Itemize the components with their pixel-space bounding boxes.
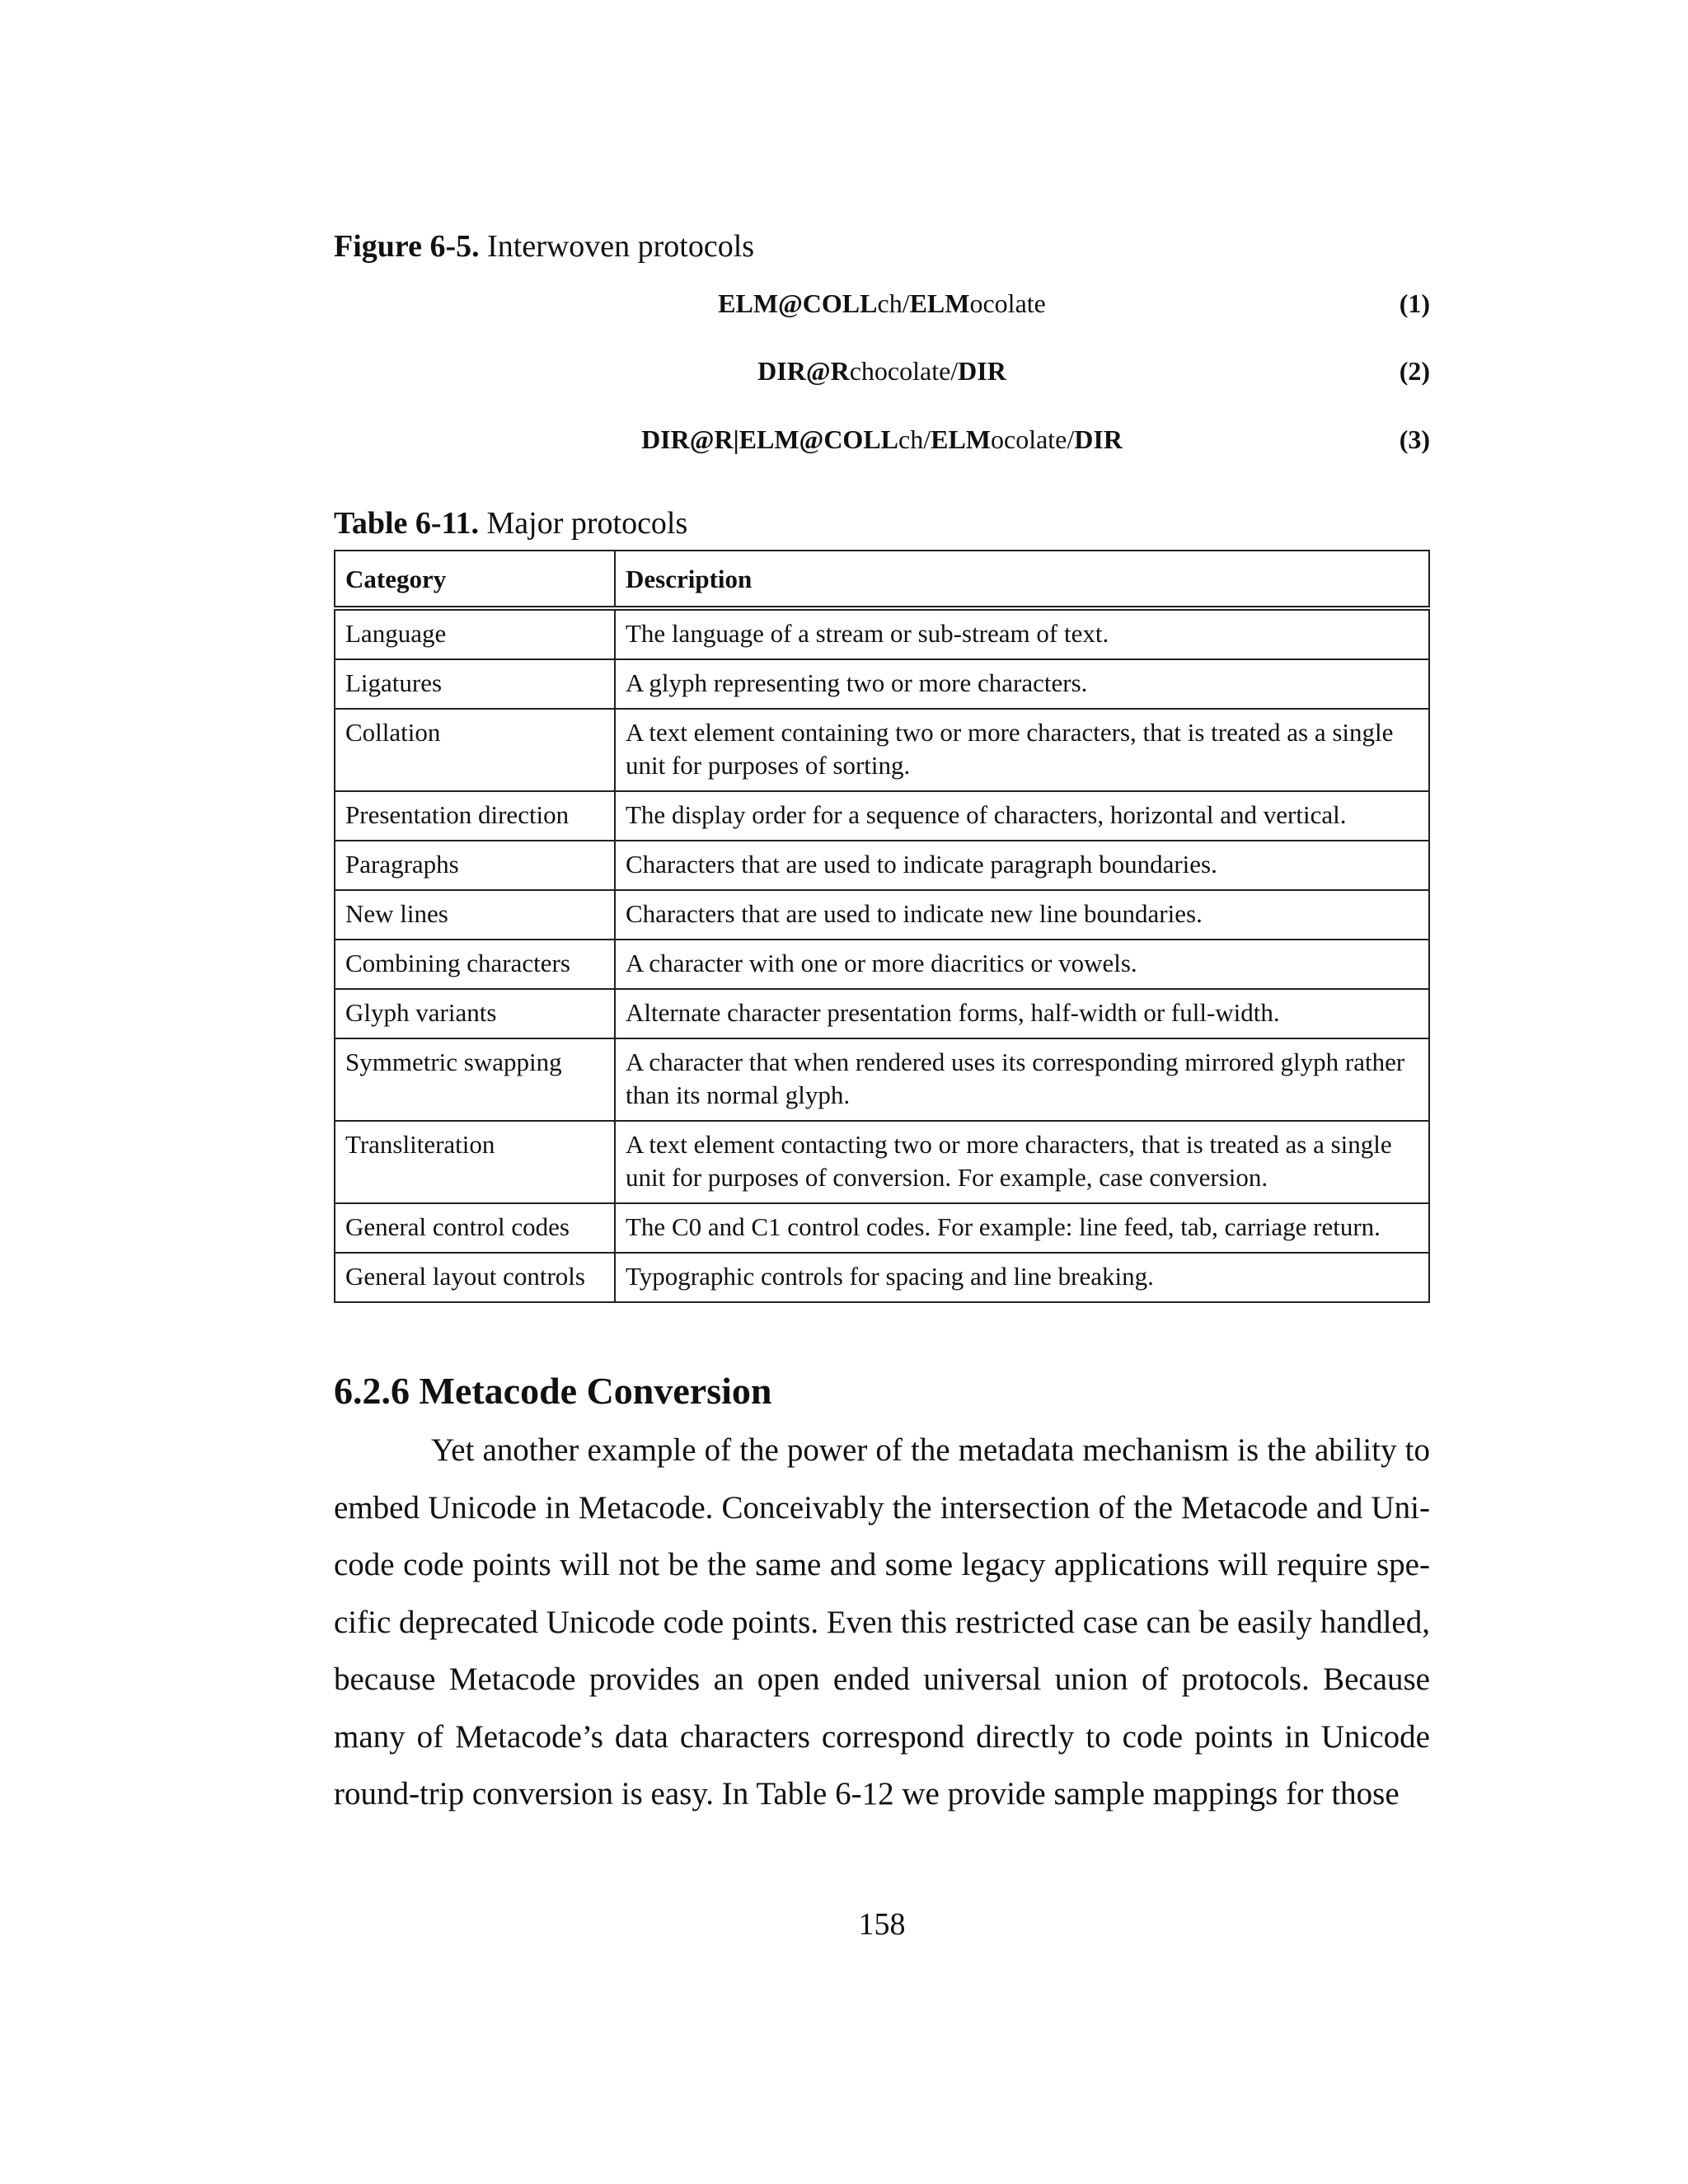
body-paragraph <box>334 1422 1430 1823</box>
table-row <box>335 1121 1429 1203</box>
table-row <box>335 791 1429 841</box>
equation-expression <box>334 421 1430 457</box>
table-row <box>335 940 1429 989</box>
equation-bold-segment: ELM <box>909 288 970 318</box>
column-header-description: Description <box>615 551 1429 608</box>
cell-category: Glyph variants <box>335 989 615 1038</box>
figure-label: Figure 6-5. <box>334 229 480 264</box>
table-row <box>335 989 1429 1038</box>
cell-description: A glyph representing two or more characters. <box>615 659 1429 709</box>
equation-bold-segment: DIR@R <box>757 356 850 386</box>
cell-category: Transliteration <box>335 1121 615 1203</box>
figure-title: Interwoven protocols <box>487 229 755 264</box>
cell-description: A text element containing two or more characters, that is treated as a single unit for purposes of sorting. <box>615 709 1429 791</box>
cell-category: Ligatures <box>335 659 615 709</box>
cell-description: The display order for a sequence of characters, horizontal and vertical. <box>615 791 1429 841</box>
cell-category: Combining characters <box>335 940 615 989</box>
equation-segment: ch/ <box>877 288 910 318</box>
paragraph-text: Yet another example of the power of the metadata mechanism is the ability to embed Unicode in Metacode. Conceivably the intersection of the Metacode and Unicode code points will not be the same and some legacy applications will require specific deprecated Unicode code points. Even this restricted case can be easily handled, because Metacode provides an open ended universal union of protocols. Because many of Metacode’s data characters correspond directly to code points in Unicode round-trip conversion is easy. In Table 6-12 we provide sample mappings for those <box>334 1432 1430 1811</box>
equation-expression <box>334 285 1430 321</box>
table-row <box>335 1038 1429 1121</box>
cell-description: Characters that are used to indicate new line boundaries. <box>615 890 1429 940</box>
equation-segment: ch/ <box>898 424 931 454</box>
cell-description: Alternate character presentation forms, half-width or full-width. <box>615 989 1429 1038</box>
table-row <box>335 709 1429 791</box>
equation-bold-segment: ELM <box>931 424 991 454</box>
document-page <box>334 0 1430 2184</box>
equation-bold-segment: DIR <box>1074 424 1123 454</box>
table-row <box>335 659 1429 709</box>
cell-description: Typographic controls for spacing and line breaking. <box>615 1253 1429 1302</box>
cell-category: Presentation direction <box>335 791 615 841</box>
cell-category: General control codes <box>335 1203 615 1253</box>
cell-category: New lines <box>335 890 615 940</box>
table-row <box>335 890 1429 940</box>
table-row <box>335 608 1429 659</box>
equation-number: (3) <box>1399 424 1430 454</box>
equation-bold-segment: DIR <box>958 356 1006 386</box>
cell-description: A text element contacting two or more characters, that is treated as a single unit for purposes of conversion. For example, case conversion. <box>615 1121 1429 1203</box>
section-heading: 6.2.6 Metacode Conversion <box>334 1370 772 1412</box>
table-row <box>335 1203 1429 1253</box>
column-header-category: Category <box>335 551 615 608</box>
table-row <box>335 1253 1429 1302</box>
equation-3 <box>334 421 1430 457</box>
cell-description: The C0 and C1 control codes. For example: line feed, tab, carriage return. <box>615 1203 1429 1253</box>
cell-category: Symmetric swapping <box>335 1038 615 1121</box>
cell-category: Collation <box>335 709 615 791</box>
protocols-table <box>334 550 1430 1303</box>
equation-2 <box>334 353 1430 389</box>
cell-description: The language of a stream or sub-stream of text. <box>615 608 1429 659</box>
cell-description: Characters that are used to indicate paragraph boundaries. <box>615 841 1429 890</box>
figure-caption <box>334 227 754 265</box>
table-header-row <box>335 551 1429 608</box>
page-number: 158 <box>858 1907 906 1942</box>
equation-bold-segment: ELM@COLL <box>718 288 878 318</box>
table-title: Major protocols <box>486 506 688 541</box>
cell-description: A character that when rendered uses its corresponding mirrored glyph rather than its normal glyph. <box>615 1038 1429 1121</box>
table-body <box>335 608 1429 1302</box>
table-label: Table 6-11. <box>334 506 479 541</box>
equation-segment: ocolate/ <box>990 424 1075 454</box>
cell-category: Language <box>335 608 615 659</box>
equation-expression <box>334 353 1430 389</box>
equation-number: (1) <box>1399 288 1430 318</box>
table-row <box>335 841 1429 890</box>
cell-category: Paragraphs <box>335 841 615 890</box>
cell-description: A character with one or more diacritics or vowels. <box>615 940 1429 989</box>
equation-number: (2) <box>1399 356 1430 386</box>
equation-segment: ocolate <box>969 288 1046 318</box>
table-caption <box>334 504 687 542</box>
equation-segment: chocolate/ <box>849 356 959 386</box>
equation-bold-segment: DIR@R|ELM@COLL <box>641 424 898 454</box>
cell-category: General layout controls <box>335 1253 615 1302</box>
equation-1 <box>334 285 1430 321</box>
